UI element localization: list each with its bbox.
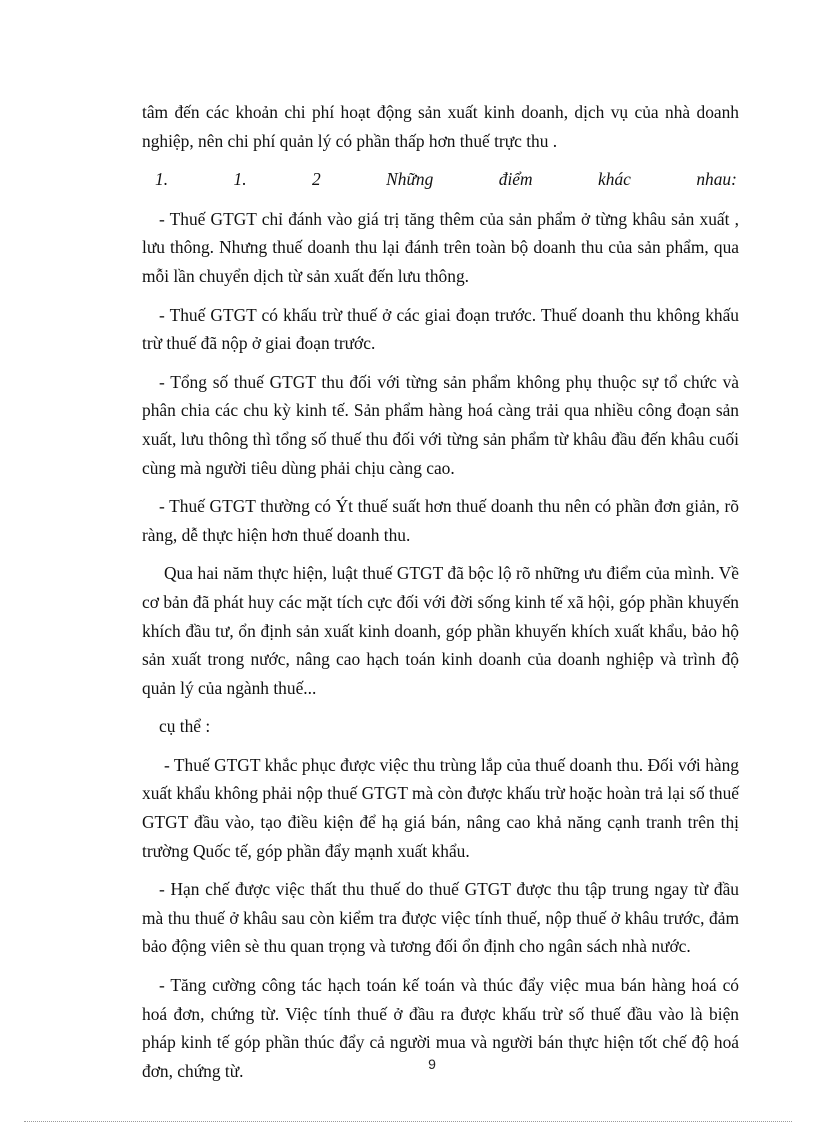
body-text — [142, 98, 739, 1095]
difference-paragraph: - Thuế GTGT có khấu trừ thuế ở các giai đoạn trước. Thuế doanh thu không khấu trừ thuế đã nộp ở giai đoạn trước. — [142, 304, 739, 354]
difference-paragraph: - Thuế GTGT thường có Ýt thuế suất hơn thuế doanh thu nên có phần đơn giản, rõ ràng, dễ thực hiện hơn thuế doanh thu. — [142, 496, 739, 545]
specific-paragraph: - Thuế GTGT khắc phục được việc thu trùng lắp của thuế doanh thu. Đối với hàng xuất khẩu không phải nộp thuế GTGT mà còn được khấu trừ hoặc hoàn trả lại số thuế GTGT đầu vào, tạo điều kiện để hạ giá bán, nâng cao khả năng cạnh tranh trên thị trường Quốc tế, góp phần đẩy mạnh xuất khẩu. — [142, 754, 739, 861]
heading-word: điểm — [498, 169, 533, 190]
difference-paragraph: - Thuế GTGT chỉ đánh vào giá trị tăng thêm của sản phẩm ở từng khâu sản xuất , lưu thông. Nhưng thuế doanh thu lại đánh trên toàn bộ doanh thu của sản phẩm, qua mỗi lần chuyển dịch từ sản xuất đến lưu thông. — [142, 208, 739, 286]
heading-number-part: 2 — [312, 169, 321, 190]
heading-word: Những — [386, 169, 434, 190]
heading-number-part: 1. — [155, 169, 169, 190]
footer-divider — [24, 1121, 792, 1122]
summary-paragraph: Qua hai năm thực hiện, luật thuế GTGT đã bộc lộ rõ những ưu điểm của mình. Về cơ bản đã phát huy các mặt tích cực đối với đời sống kinh tế xã hội, góp phần khuyến khích đầu tư, ổn định sản xuất kinh doanh, góp phần khuyến khích xuất khẩu, bảo hộ sản xuất trong nước, nâng cao hạch toán kinh doanh của doanh nghiệp và trình độ quản lý của ngành thuế... — [142, 563, 739, 698]
specific-paragraph: - Hạn chế được việc thất thu thuế do thuế GTGT được thu tập trung ngay từ đầu mà thu thuế ở khâu sau còn kiểm tra được việc tính thuế, nộp thuế ở khâu trước, đảm bảo động viên sè thu quan trọng và tương đối ổn định cho ngân sách nhà nước. — [142, 879, 739, 957]
difference-paragraph: - Tổng số thuế GTGT thu đối với từng sản phẩm không phụ thuộc sự tổ chức và phân chia các chu kỳ kinh tế. Sản phẩm hàng hoá càng trải qua nhiều công đoạn sản xuất, lưu thông thì tổng số thuế thu đối với từng sản phẩm từ khâu đầu đến khâu cuối cùng mà người tiêu dùng phải chịu càng cao. — [142, 371, 739, 478]
section-heading — [142, 165, 739, 194]
heading-word: khác — [598, 169, 631, 190]
specific-paragraph: - Tăng cường công tác hạch toán kế toán và thúc đẩy việc mua bán hàng hoá có hoá đơn, chứng từ. Việc tính thuế ở đầu ra được khấu trừ số thuế đầu vào là biện pháp kinh tế góp phần thúc đẩy cả người mua và người bán thực hiện tốt chế độ hoá đơn, chứng từ. — [142, 975, 739, 1081]
heading-word: nhau: — [696, 169, 737, 190]
heading-number-part: 1. — [233, 169, 247, 190]
page-number: 9 — [428, 1056, 436, 1072]
intro-paragraph: tâm đến các khoản chi phí hoạt động sản xuất kinh doanh, dịch vụ của nhà doanh nghiệp, nên chi phí quản lý có phần thấp hơn thuế trực thu . — [142, 102, 739, 151]
specifics-label: cụ thể : — [159, 716, 211, 737]
